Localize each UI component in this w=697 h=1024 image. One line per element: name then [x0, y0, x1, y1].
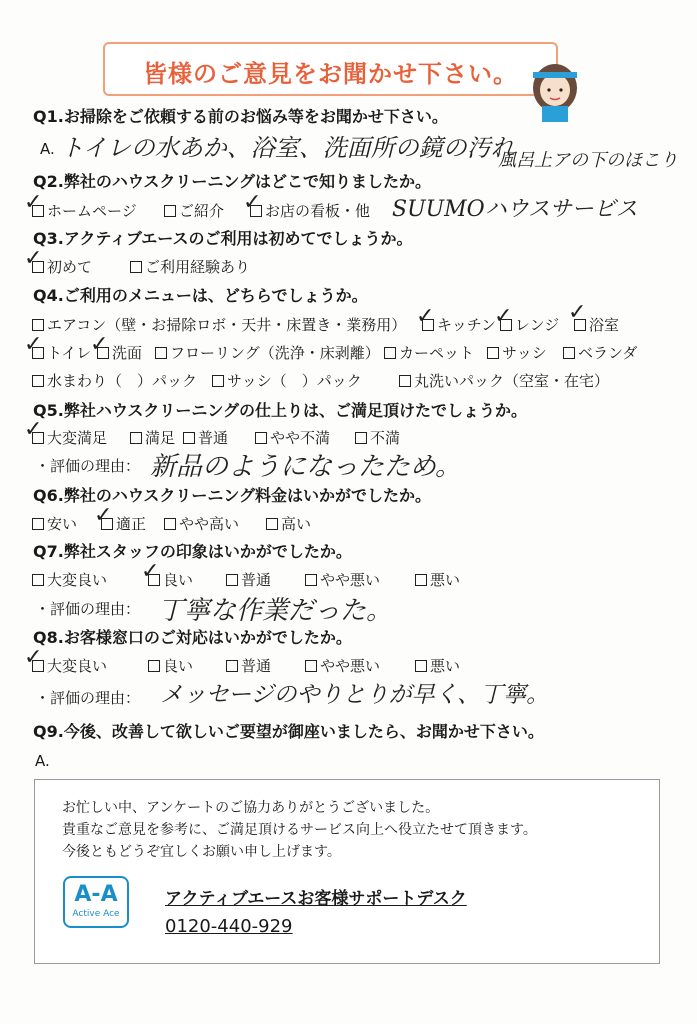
q1-prefix: A. — [40, 140, 55, 158]
q4-option-balcony[interactable] — [563, 342, 637, 363]
q6-option-high[interactable] — [266, 513, 311, 534]
q2-option-label: お店の看板・他 — [265, 202, 371, 220]
q5-option-very-satisfied[interactable] — [32, 427, 107, 448]
q3-option-label: 初めて — [47, 258, 93, 276]
q2-option-label: ご紹介 — [179, 202, 225, 220]
checkmark-icon: ✓ — [24, 332, 43, 357]
q8-option-normal[interactable] — [226, 655, 271, 676]
q2-option-homepage[interactable] — [32, 200, 137, 221]
checkmark-icon: ✓ — [243, 190, 262, 215]
q2-handwritten: SUUMOハウスサービス — [392, 197, 638, 222]
q4-option-sash-pack[interactable] — [212, 370, 362, 391]
q1-answer: トイレの水あか、浴室、洗面所の鏡の汚れ — [60, 134, 515, 162]
q5-option-label: やや不満 — [270, 429, 331, 447]
q4-option-label: 水まわり（ ）パック — [47, 372, 198, 390]
checkmark-icon: ✓ — [24, 417, 43, 442]
q6-option-slightly-high[interactable] — [164, 513, 239, 534]
q8-option-label: 良い — [163, 657, 194, 675]
q9-question: Q9.今後、改善して欲しいご要望が御座いましたら、お聞かせ下さい。 — [33, 722, 544, 741]
support-desk-title: アクティブエースお客様サポートデスク — [165, 889, 467, 909]
q4-option-label: レンジ — [515, 316, 560, 334]
checkmark-icon: ✓ — [24, 645, 43, 670]
company-logo — [63, 876, 129, 928]
q7-option-label: 大変良い — [47, 571, 108, 589]
q4-option-label: 浴室 — [589, 316, 620, 334]
q8-option-label: 普通 — [241, 657, 272, 675]
logo-text: Active Ace — [72, 909, 120, 919]
q4-option-label: フローリング（洗浄・床剥離） — [170, 344, 380, 362]
mascot-icon — [520, 58, 590, 122]
q7-option-label: やや悪い — [320, 571, 381, 589]
q4-option-label: ベランダ — [578, 344, 638, 362]
q6-option-label: 安い — [47, 515, 78, 533]
q4-option-flooring[interactable] — [155, 342, 380, 363]
q7-question: Q7.弊社スタッフの印象はいかがでしたか。 — [33, 542, 352, 561]
q8-question: Q8.お客様窓口のご対応はいかがでしたか。 — [33, 628, 352, 647]
q4-option-full-pack[interactable] — [399, 370, 609, 391]
q1-answer-2: 風呂上アの下のほこり — [498, 150, 678, 171]
q4-option-label: 洗面 — [112, 344, 143, 362]
q4-option-label: キッチン — [437, 316, 496, 334]
q4-option-sash[interactable] — [487, 342, 547, 363]
q5-option-dissatisfied[interactable] — [355, 427, 400, 448]
q8-option-label: やや悪い — [320, 657, 381, 675]
checkmark-icon: ✓ — [141, 559, 160, 584]
q6-question: Q6.弊社のハウスクリーニング料金はいかがでしたか。 — [33, 486, 432, 505]
support-phone[interactable]: 0120-440-929 — [165, 916, 293, 937]
q2-option-referral[interactable] — [164, 200, 224, 221]
checkmark-icon: ✓ — [90, 332, 109, 357]
q6-option-cheap[interactable] — [32, 513, 77, 534]
q4-option-label: カーペット — [399, 344, 475, 362]
q4-option-carpet[interactable] — [384, 342, 474, 363]
q5-question: Q5.弊社ハウスクリーニングの仕上りは、ご満足頂けたでしょうか。 — [33, 401, 528, 420]
q2-question: Q2.弊社のハウスクリーニングはどこで知りましたか。 — [33, 172, 432, 191]
q4-question: Q4.ご利用のメニューは、どちらでしょうか。 — [33, 286, 368, 305]
q7-option-slightly-bad[interactable] — [305, 569, 380, 590]
logo-mark: A-A — [74, 882, 118, 907]
q4-option-label: 丸洗いパック（空室・在宅） — [414, 372, 610, 390]
q3-option-experienced[interactable] — [130, 256, 250, 277]
q8-option-very-good[interactable] — [32, 655, 107, 676]
q6-option-label: 適正 — [116, 515, 147, 533]
q4-option-label: トイレ — [47, 344, 92, 362]
q8-reason: メッセージのやりとりが早く、丁寧。 — [160, 682, 550, 708]
q3-option-label: ご利用経験あり — [145, 258, 251, 276]
q7-option-label: 普通 — [241, 571, 272, 589]
footer-thanks: お忙しい中、アンケートのご協力ありがとうございました。 — [62, 800, 440, 816]
q5-option-label: 不満 — [370, 429, 401, 447]
checkmark-icon: ✓ — [94, 503, 113, 528]
q4-option-label: エアコン（壁・お掃除ロボ・天井・床置き・業務用） — [47, 316, 407, 334]
q7-reason-label: ・評価の理由： — [35, 600, 141, 618]
q8-reason-label: ・評価の理由： — [35, 689, 141, 707]
q8-option-good[interactable] — [148, 655, 193, 676]
q4-option-label: サッシ（ ）パック — [227, 372, 362, 390]
q4-option-water-pack[interactable] — [32, 370, 197, 391]
footer-regards: 今後ともどうぞ宜しくお願い申し上げます。 — [62, 844, 341, 860]
checkmark-icon: ✓ — [24, 190, 43, 215]
checkmark-icon: ✓ — [416, 304, 435, 329]
q8-option-bad[interactable] — [415, 655, 460, 676]
q7-option-normal[interactable] — [226, 569, 271, 590]
page-title: 皆様のご意見をお聞かせ下さい。 — [143, 60, 518, 88]
title-banner — [103, 42, 558, 96]
q8-option-label: 悪い — [430, 657, 461, 675]
q4-option-aircon[interactable] — [32, 314, 406, 335]
q5-reason-label: ・評価の理由： — [35, 457, 141, 475]
q5-option-normal[interactable] — [183, 427, 228, 448]
q7-option-bad[interactable] — [415, 569, 460, 590]
q4-option-label: サッシ — [502, 344, 547, 362]
q5-option-label: 普通 — [198, 429, 229, 447]
q2-option-label: ホームページ — [47, 202, 137, 220]
q7-option-label: 良い — [163, 571, 194, 589]
q8-option-label: 大変良い — [47, 657, 108, 675]
q7-option-very-good[interactable] — [32, 569, 107, 590]
q8-option-slightly-bad[interactable] — [305, 655, 380, 676]
q5-reason: 新品のようになったため。 — [150, 452, 461, 482]
q2-option-sign-other[interactable] — [250, 200, 370, 221]
footer-message: 貴重なご意見を参考に、ご満足頂けるサービス向上へ役立たせて頂きます。 — [62, 822, 537, 838]
q6-option-label: 高い — [281, 515, 312, 533]
q3-question: Q3.アクティブエースのご利用は初めてでしょうか。 — [33, 229, 413, 248]
q7-option-label: 悪い — [430, 571, 461, 589]
q9-prefix: A. — [35, 752, 50, 770]
q5-option-label: 大変満足 — [47, 429, 108, 447]
checkmark-icon: ✓ — [494, 304, 513, 329]
q5-option-satisfied[interactable] — [130, 427, 175, 448]
q6-option-label: やや高い — [179, 515, 240, 533]
q7-reason: 丁寧な作業だった。 — [158, 596, 393, 626]
q5-option-label: 満足 — [145, 429, 176, 447]
checkmark-icon: ✓ — [568, 300, 587, 325]
q1-question: Q1.お掃除をご依頼する前のお悩み等をお聞かせ下さい。 — [33, 107, 448, 126]
q5-option-slightly-dissatisfied[interactable] — [255, 427, 330, 448]
checkmark-icon: ✓ — [24, 246, 43, 271]
